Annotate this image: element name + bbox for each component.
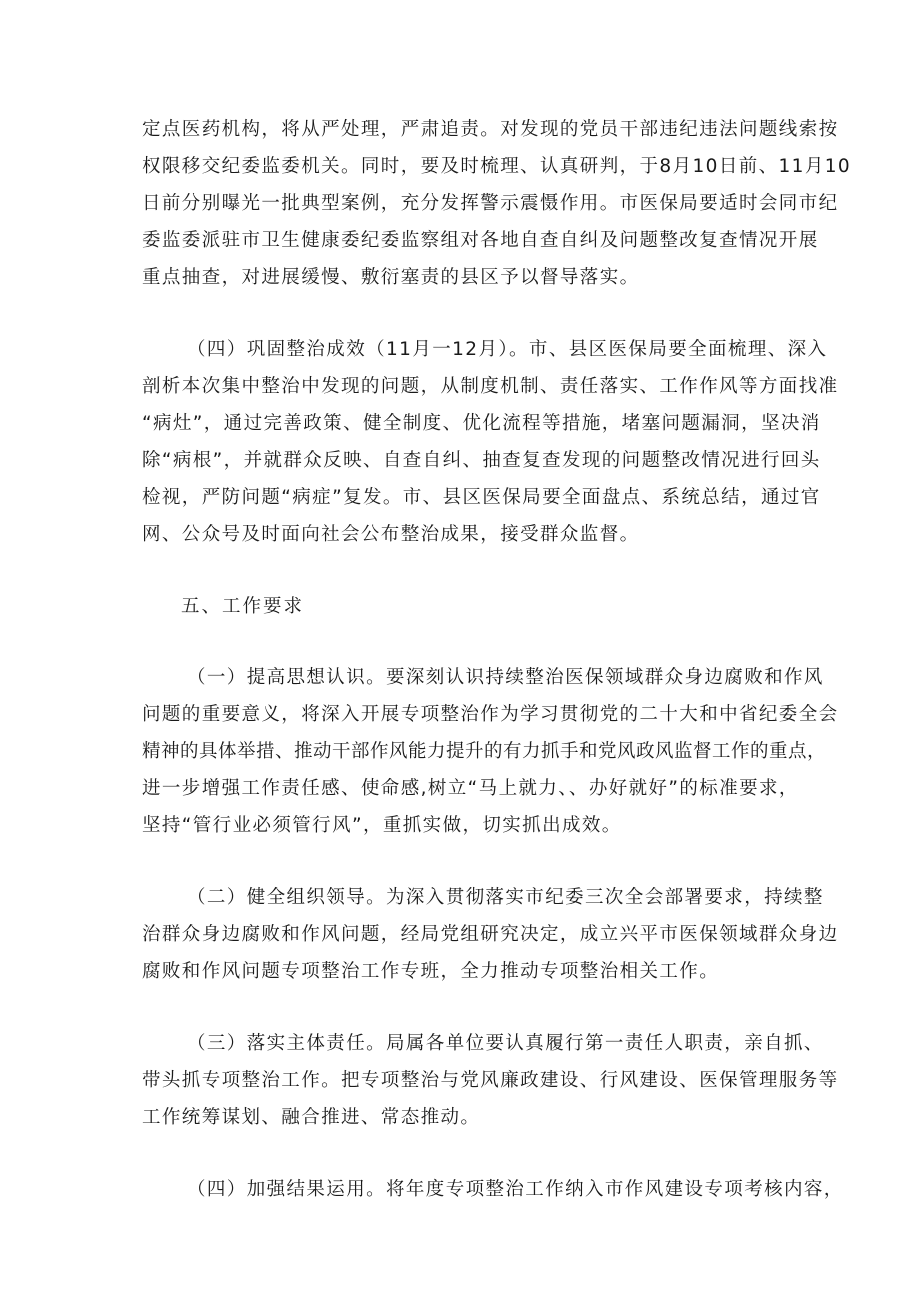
- text-line: 除“病根”，并就群众反映、自查自纠、抽查复查发现的问题整改情况进行回头: [142, 450, 821, 471]
- section-heading: 五、工作要求: [181, 596, 305, 617]
- text-line: 精神的具体举措、推动干部作风能力提升的有力抓手和党风政风监督工作的重点，: [142, 741, 827, 762]
- text-line: 委监委派驻市卫生健康委纪委监察组对各地自查自纠及问题整改复查情况开展: [142, 230, 819, 251]
- text-line: 坚持“管行业必须管行风”，重抓实做，切实抓出成效。: [142, 815, 622, 836]
- text-line: 腐败和作风问题专项整治工作专班，全力推动专项整治相关工作。: [142, 961, 720, 982]
- text-line: （三）落实主体责任。局属各单位要认真履行第一责任人职责，亲自抓、: [187, 1033, 824, 1054]
- text-line: “病灶”，通过完善政策、健全制度、优化流程等措施，堵塞问题漏洞，坚决消: [142, 413, 821, 434]
- text-line: 治群众身边腐败和作风问题，经局党组研究决定，成立兴平市医保领域群众身边: [142, 924, 839, 945]
- text-line: 日前分别曝光一批典型案例，充分发挥警示震慑作用。市医保局要适时会同市纪: [142, 193, 839, 214]
- text-line: 重点抽查，对进展缓慢、敷衍塞责的县区予以督导落实。: [142, 267, 640, 288]
- text-line: 权限移交纪委监委机关。同时，要及时梳理、认真研判，于8月10日前、11月10: [142, 156, 852, 177]
- text-line: 工作统筹谋划、融合推进、常态推动。: [142, 1107, 481, 1128]
- text-line: 进一步增强工作责任感、使命感,树立“马上就力、、办好就好”的标准要求，: [142, 778, 799, 799]
- text-line: （二）健全组织领导。为深入贯彻落实市纪委三次全会部署要求，持续整: [187, 887, 824, 908]
- text-line: 网、公众号及时面向社会公布整治成果，接受群众监督。: [142, 524, 640, 545]
- text-line: （四）巩固整治成效（11月一12月）。市、县区医保局要全面梳理、深入: [187, 339, 828, 360]
- text-line: 带头抓专项整治工作。把专项整治与党风廉政建设、行风建设、医保管理服务等: [142, 1070, 839, 1091]
- text-line: 剖析本次集中整治中发现的问题，从制度机制、责任落实、工作作风等方面找准: [142, 376, 839, 397]
- text-line: 检视，严防问题“病症”复发。市、县区医保局要全面盘点、系统总结，通过官: [142, 487, 821, 508]
- text-line: （一）提高思想认识。要深刻认识持续整治医保领域群众身边腐败和作风: [187, 667, 824, 688]
- text-line: （四）加强结果运用。将年度专项整治工作纳入市作风建设专项考核内容，: [187, 1179, 844, 1200]
- text-line: 问题的重要意义，将深入开展专项整治作为学习贯彻党的二十大和中省纪委全会: [142, 704, 839, 725]
- text-line: 定点医药机构，将从严处理，严肃追责。对发现的党员干部违纪违法问题线索按: [142, 119, 839, 140]
